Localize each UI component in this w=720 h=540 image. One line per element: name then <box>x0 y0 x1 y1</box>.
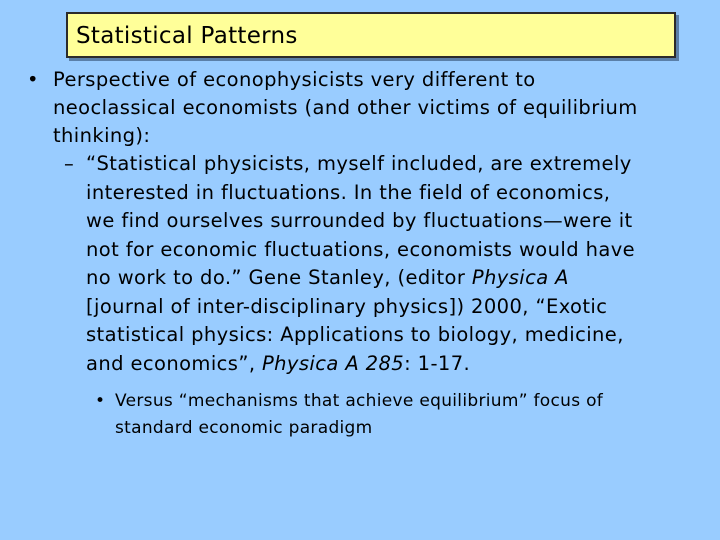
quote-text-line: “Statistical physicists, myself included, are extremely <box>86 152 632 175</box>
quote-text-line: interested in fluctuations. In the field of economics, <box>86 180 611 204</box>
slide-title: Statistical Patterns <box>76 23 298 49</box>
bullet-level1-perspective <box>27 66 693 150</box>
bullet-text-line: neoclassical economists (and other victims of equilibrium <box>53 96 638 119</box>
bullet-text-line: thinking): <box>53 124 151 147</box>
quote-text-line: statistical physics: Applications to biology, medicine, <box>86 323 624 346</box>
quote-text-line: [journal of inter-disciplinary physics]) 2000, “Exotic <box>86 294 608 318</box>
dash-marker: – <box>64 152 75 175</box>
quote-text-segment: no work to do.” Gene Stanley, (editor <box>86 266 472 289</box>
journal-citation-italic: Physica A 285 <box>262 351 405 375</box>
quote-text-segment: and economics”, <box>86 351 263 375</box>
quote-text-line <box>86 350 698 379</box>
title-box <box>66 12 676 58</box>
bullet-level3-versus <box>95 388 695 442</box>
quote-text-line <box>86 264 698 293</box>
journal-name-italic: Physica A <box>471 266 569 289</box>
bullet-text-line: standard economic paradigm <box>115 418 373 438</box>
quote-text-line: we find ourselves surrounded by fluctuations—were it <box>86 209 633 232</box>
bullet-marker: • <box>95 391 106 411</box>
quote-text-segment: : 1-17. <box>404 351 471 375</box>
quote-text-line: not for economic fluctuations, economists would have <box>86 237 636 261</box>
bullet-text-line: Versus “mechanisms that achieve equilibrium” focus of <box>115 391 604 411</box>
bullet-text-line: Perspective of econophysicists very different to <box>53 68 536 91</box>
bullet-level2-quote <box>64 150 698 378</box>
slide-content <box>0 66 720 442</box>
bullet-marker: • <box>27 68 39 91</box>
